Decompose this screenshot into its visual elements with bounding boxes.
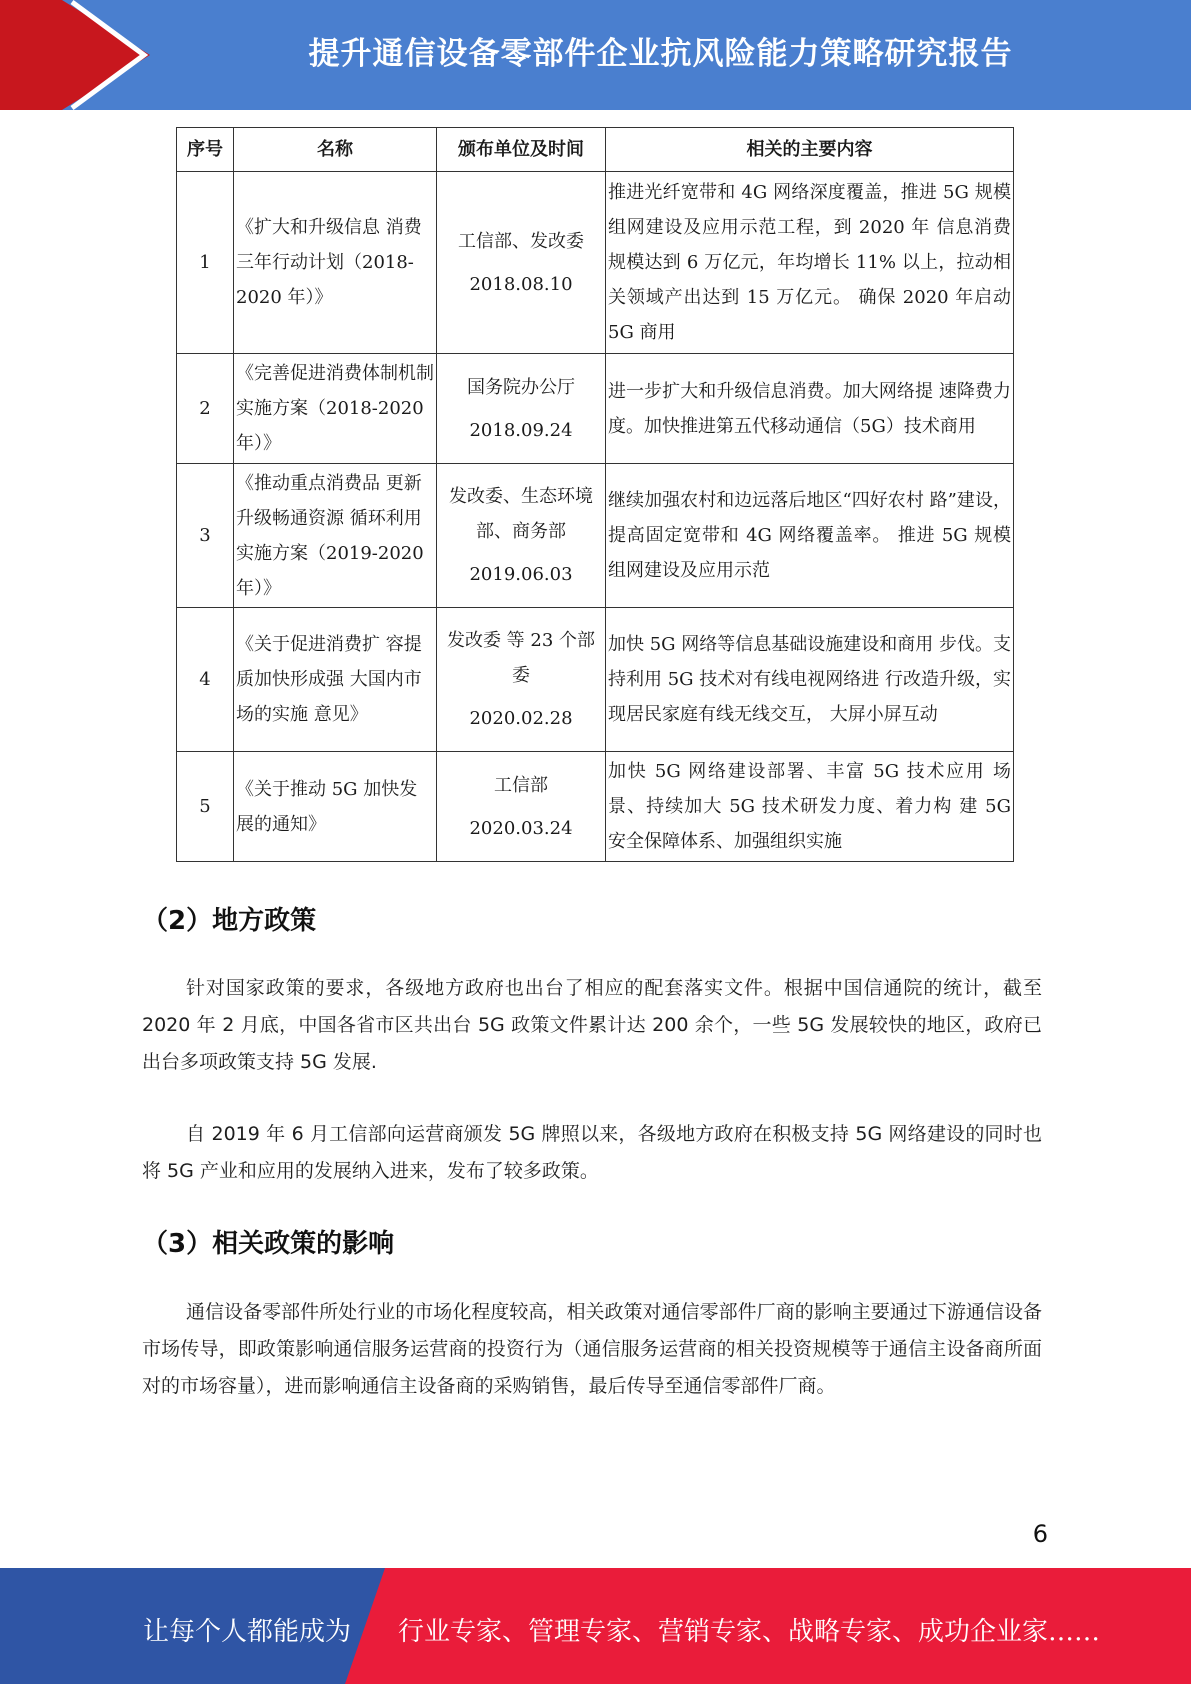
footer-banner [0, 1568, 1191, 1684]
policy-table [176, 127, 1014, 862]
row-number: 4 [177, 608, 234, 752]
row-number: 3 [177, 464, 234, 608]
issue-date: 2020.03.24 [469, 817, 573, 839]
policy-name: 《完善促进消费体制机制实施方案（2018-2020 年）》 [234, 354, 437, 464]
issuer-department: 国务院办公厅 [467, 376, 575, 398]
footer-slogan-right: 行业专家、管理专家、营销专家、战略专家、成功企业家…… [398, 1617, 1101, 1647]
table-row [177, 354, 1014, 464]
column-header-issuer: 颁布单位及时间 [437, 128, 606, 172]
policy-name: 《扩大和升级信息 消费三年行动计划（2018-2020 年）》 [234, 172, 437, 354]
issuer-cell [437, 608, 606, 752]
issuer-cell [437, 354, 606, 464]
column-header-name: 名称 [234, 128, 437, 172]
policy-content: 推进光纤宽带和 4G 网络深度覆盖，推进 5G 规模组网建设及应用示范工程，到 2020 年 信息消费规模达到 6 万亿元，年均增长 11% 以上，拉动相关领域产出达到 15 万亿元。 确保 2020 年启动 5G 商用 [606, 172, 1014, 354]
footer-slogan-left: 让每个人都能成为 [143, 1617, 352, 1647]
issuer-department: 发改委 等 23 个部委 [446, 630, 596, 686]
table-row [177, 608, 1014, 752]
header-red-chevron [0, 0, 160, 110]
table-row [177, 464, 1014, 608]
table-row [177, 172, 1014, 354]
page-number: 6 [1032, 1520, 1048, 1548]
section-heading-policy-impact: （3）相关政策的影响 [142, 1229, 395, 1259]
policy-content: 进一步扩大和升级信息消费。加大网络提 速降费力度。加快推进第五代移动通信（5G）技术商用 [606, 354, 1014, 464]
issue-date: 2019.06.03 [469, 564, 573, 585]
paragraph: 自 2019 年 6 月工信部向运营商颁发 5G 牌照以来，各级地方政府在积极支持 5G 网络建设的同时也将 5G 产业和应用的发展纳入进来，发布了较多政策。 [142, 1123, 1042, 1182]
issue-date: 2018.08.10 [469, 273, 573, 295]
table-header-row [177, 128, 1014, 172]
issuer-cell [437, 752, 606, 862]
policy-name: 《推动重点消费品 更新升级畅通资源 循环利用实施方案（2019-2020 年）》 [234, 464, 437, 608]
issuer-department: 工信部、发改委 [458, 230, 584, 252]
policy-content: 加快 5G 网络建设部署、丰富 5G 技术应用 场景、持续加大 5G 技术研发力度、着力构 建 5G 安全保障体系、加强组织实施 [606, 752, 1014, 862]
table-row [177, 752, 1014, 862]
issuer-department: 工信部 [494, 774, 548, 796]
issue-date: 2020.02.28 [469, 708, 573, 729]
policy-content: 继续加强农村和边远落后地区“四好农村 路”建设，提高固定宽带和 4G 网络覆盖率。 推进 5G 规模组网建设及应用示范 [606, 464, 1014, 608]
paragraph: 针对国家政策的要求，各级地方政府也出台了相应的配套落实文件。根据中国信通院的统计，截至 2020 年 2 月底，中国各省市区共出台 5G 政策文件累计达 200 余个，一些 5G 发展较快的地区，政府已出台多项政策支持 5G 发展. [142, 977, 1042, 1073]
issuer-department: 发改委、生态环境部、商务部 [449, 486, 593, 542]
issue-date: 2018.09.24 [469, 419, 573, 441]
column-header-no: 序号 [177, 128, 234, 172]
section-heading-local-policy: （2）地方政策 [142, 906, 317, 936]
paragraph: 通信设备零部件所处行业的市场化程度较高，相关政策对通信零部件厂商的影响主要通过下游通信设备市场传导，即政策影响通信服务运营商的投资行为（通信服务运营商的相关投资规模等于通信主设备商所面对的市场容量），进而影响通信主设备商的采购销售，最后传导至通信零部件厂商。 [142, 1301, 1042, 1397]
header-banner [0, 0, 1191, 110]
policy-name: 《关于推动 5G 加快发展的通知》 [234, 752, 437, 862]
issuer-cell [437, 172, 606, 354]
report-title: 提升通信设备零部件企业抗风险能力策略研究报告 [308, 36, 1013, 72]
row-number: 5 [177, 752, 234, 862]
row-number: 2 [177, 354, 234, 464]
issuer-cell [437, 464, 606, 608]
row-number: 1 [177, 172, 234, 354]
column-header-content: 相关的主要内容 [606, 128, 1014, 172]
policy-name: 《关于促进消费扩 容提质加快形成强 大国内市场的实施 意见》 [234, 608, 437, 752]
policy-content: 加快 5G 网络等信息基础设施建设和商用 步伐。支持利用 5G 技术对有线电视网络进 行改造升级，实现居民家庭有线无线交互， 大屏小屏互动 [606, 608, 1014, 752]
